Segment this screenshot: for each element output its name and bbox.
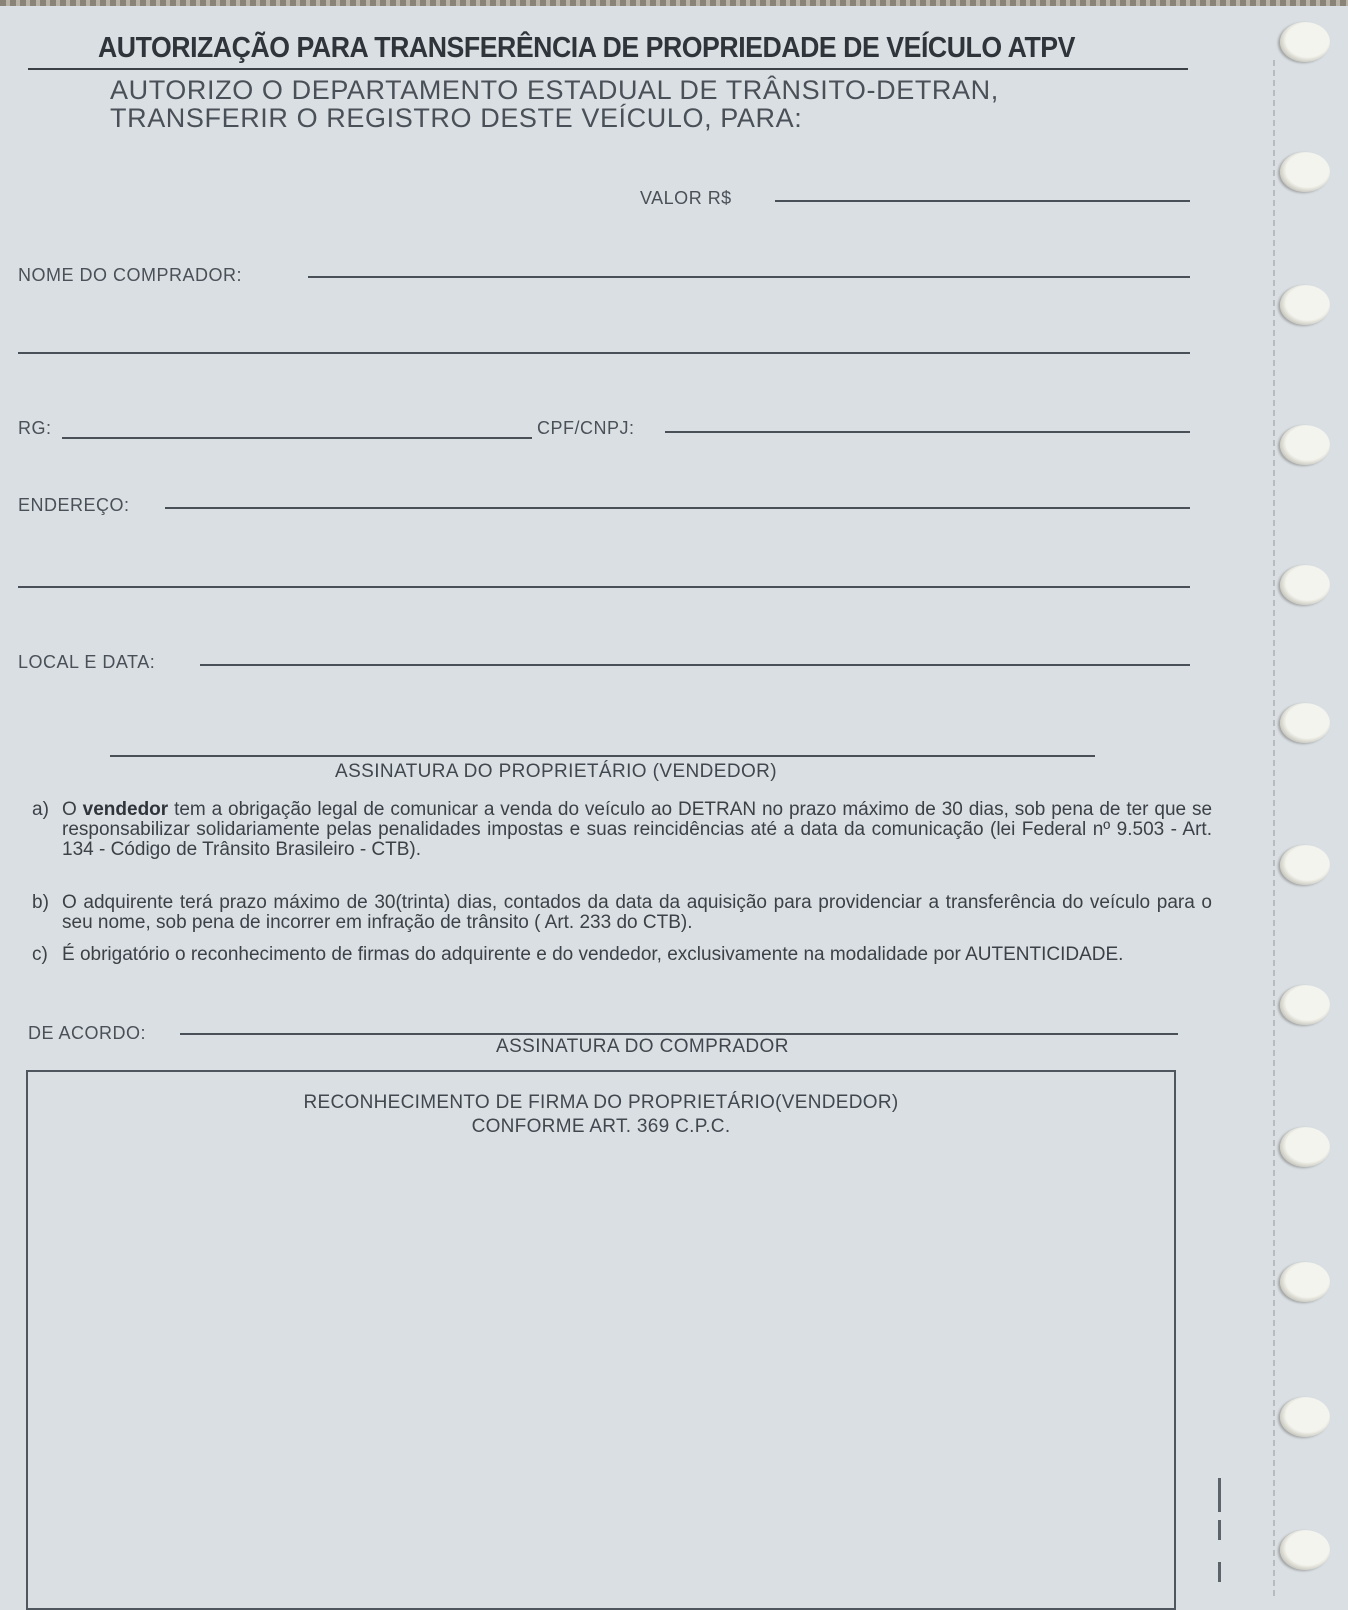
punch-hole-6 (1280, 703, 1330, 743)
cpf-cnpj-label: CPF/CNPJ: (537, 418, 635, 438)
punch-hole-5 (1280, 565, 1330, 605)
note-a-bold: vendedor (82, 799, 169, 820)
punch-hole-7 (1280, 845, 1330, 885)
rg-label: RG: (18, 418, 52, 438)
punch-hole-12 (1280, 1530, 1330, 1570)
authorization-line-2: TRANSFERIR O REGISTRO DESTE VEÍCULO, PARA: (110, 103, 803, 133)
place-date-label: LOCAL E DATA: (18, 652, 156, 672)
buyer-name-field-line-2[interactable] (18, 352, 1190, 354)
address-label: ENDEREÇO: (18, 495, 130, 515)
rg-field[interactable] (62, 437, 532, 439)
place-date-field[interactable] (200, 664, 1190, 666)
authorization-line-1: AUTORIZO O DEPARTAMENTO ESTADUAL DE TRÂNSITO-DETRAN, (110, 75, 999, 105)
punch-hole-2 (1280, 152, 1330, 192)
notary-recognition-box[interactable] (26, 1070, 1176, 1610)
title-underline (28, 68, 1188, 70)
seller-signature-line[interactable] (110, 755, 1095, 757)
margin-mark-3 (1218, 1562, 1221, 1582)
buyer-name-field[interactable] (308, 276, 1190, 278)
punch-hole-1 (1280, 22, 1330, 62)
page-top-edge (0, 0, 1348, 6)
authorization-statement (110, 76, 999, 132)
note-b (32, 893, 1212, 933)
punch-hole-4 (1280, 425, 1330, 465)
valor-field[interactable] (775, 200, 1190, 202)
document-title: AUTORIZAÇÃO PARA TRANSFERÊNCIA DE PROPRIEDADE DE VEÍCULO ATPV (98, 32, 1075, 64)
seller-signature-caption: ASSINATURA DO PROPRIETÁRIO (VENDEDOR) (335, 761, 778, 782)
punch-hole-10 (1280, 1262, 1330, 1302)
cpf-cnpj-field[interactable] (665, 431, 1190, 433)
note-a-text (62, 800, 1212, 860)
punch-hole-3 (1280, 285, 1330, 325)
note-b-text: O adquirente terá prazo máximo de 30(trinta) dias, contados da data da aquisição para providenciar a transferência do veículo para o seu nome, sob pena de incorrer em infração de trânsito ( Art. 233 do CTB). (62, 892, 1212, 933)
note-a-letter: a) (32, 799, 49, 820)
note-a-body: tem a obrigação legal de comunicar a venda do veículo ao DETRAN no prazo máximo de 30 dias, sob pena de ter que se responsabilizar solidariamente pelas penalidades impostas e suas reincidências até a data da comunicação (lei Federal nº 9.503 - Art. 134 - Código de Trânsito Brasileiro - CTB). (62, 799, 1213, 860)
valor-label: VALOR R$ (640, 188, 732, 208)
notary-box-title: RECONHECIMENTO DE FIRMA DO PROPRIETÁRIO(VENDEDOR) (303, 1092, 899, 1113)
buyer-signature-caption: ASSINATURA DO COMPRADOR (496, 1036, 789, 1057)
address-field-line-2[interactable] (18, 586, 1190, 588)
notary-box-subtitle: CONFORME ART. 369 C.P.C. (471, 1116, 731, 1137)
note-a-prefix: O (62, 799, 77, 820)
punch-hole-8 (1280, 985, 1330, 1025)
address-field[interactable] (165, 507, 1190, 509)
margin-mark-2 (1218, 1520, 1221, 1540)
buyer-signature-line[interactable] (180, 1033, 1178, 1035)
note-b-letter: b) (32, 892, 49, 913)
note-c (32, 945, 1212, 965)
note-a (32, 800, 1212, 860)
buyer-name-label: NOME DO COMPRADOR: (18, 265, 243, 285)
margin-mark-1 (1218, 1478, 1221, 1512)
perforation-line (1273, 60, 1275, 1600)
agreement-label: DE ACORDO: (28, 1023, 147, 1043)
note-c-letter: c) (32, 944, 48, 965)
punch-hole-9 (1280, 1127, 1330, 1167)
punch-hole-11 (1280, 1397, 1330, 1437)
note-c-text: É obrigatório o reconhecimento de firmas do adquirente e do vendedor, exclusivamente na modalidade por AUTENTICIDADE. (62, 944, 1124, 965)
